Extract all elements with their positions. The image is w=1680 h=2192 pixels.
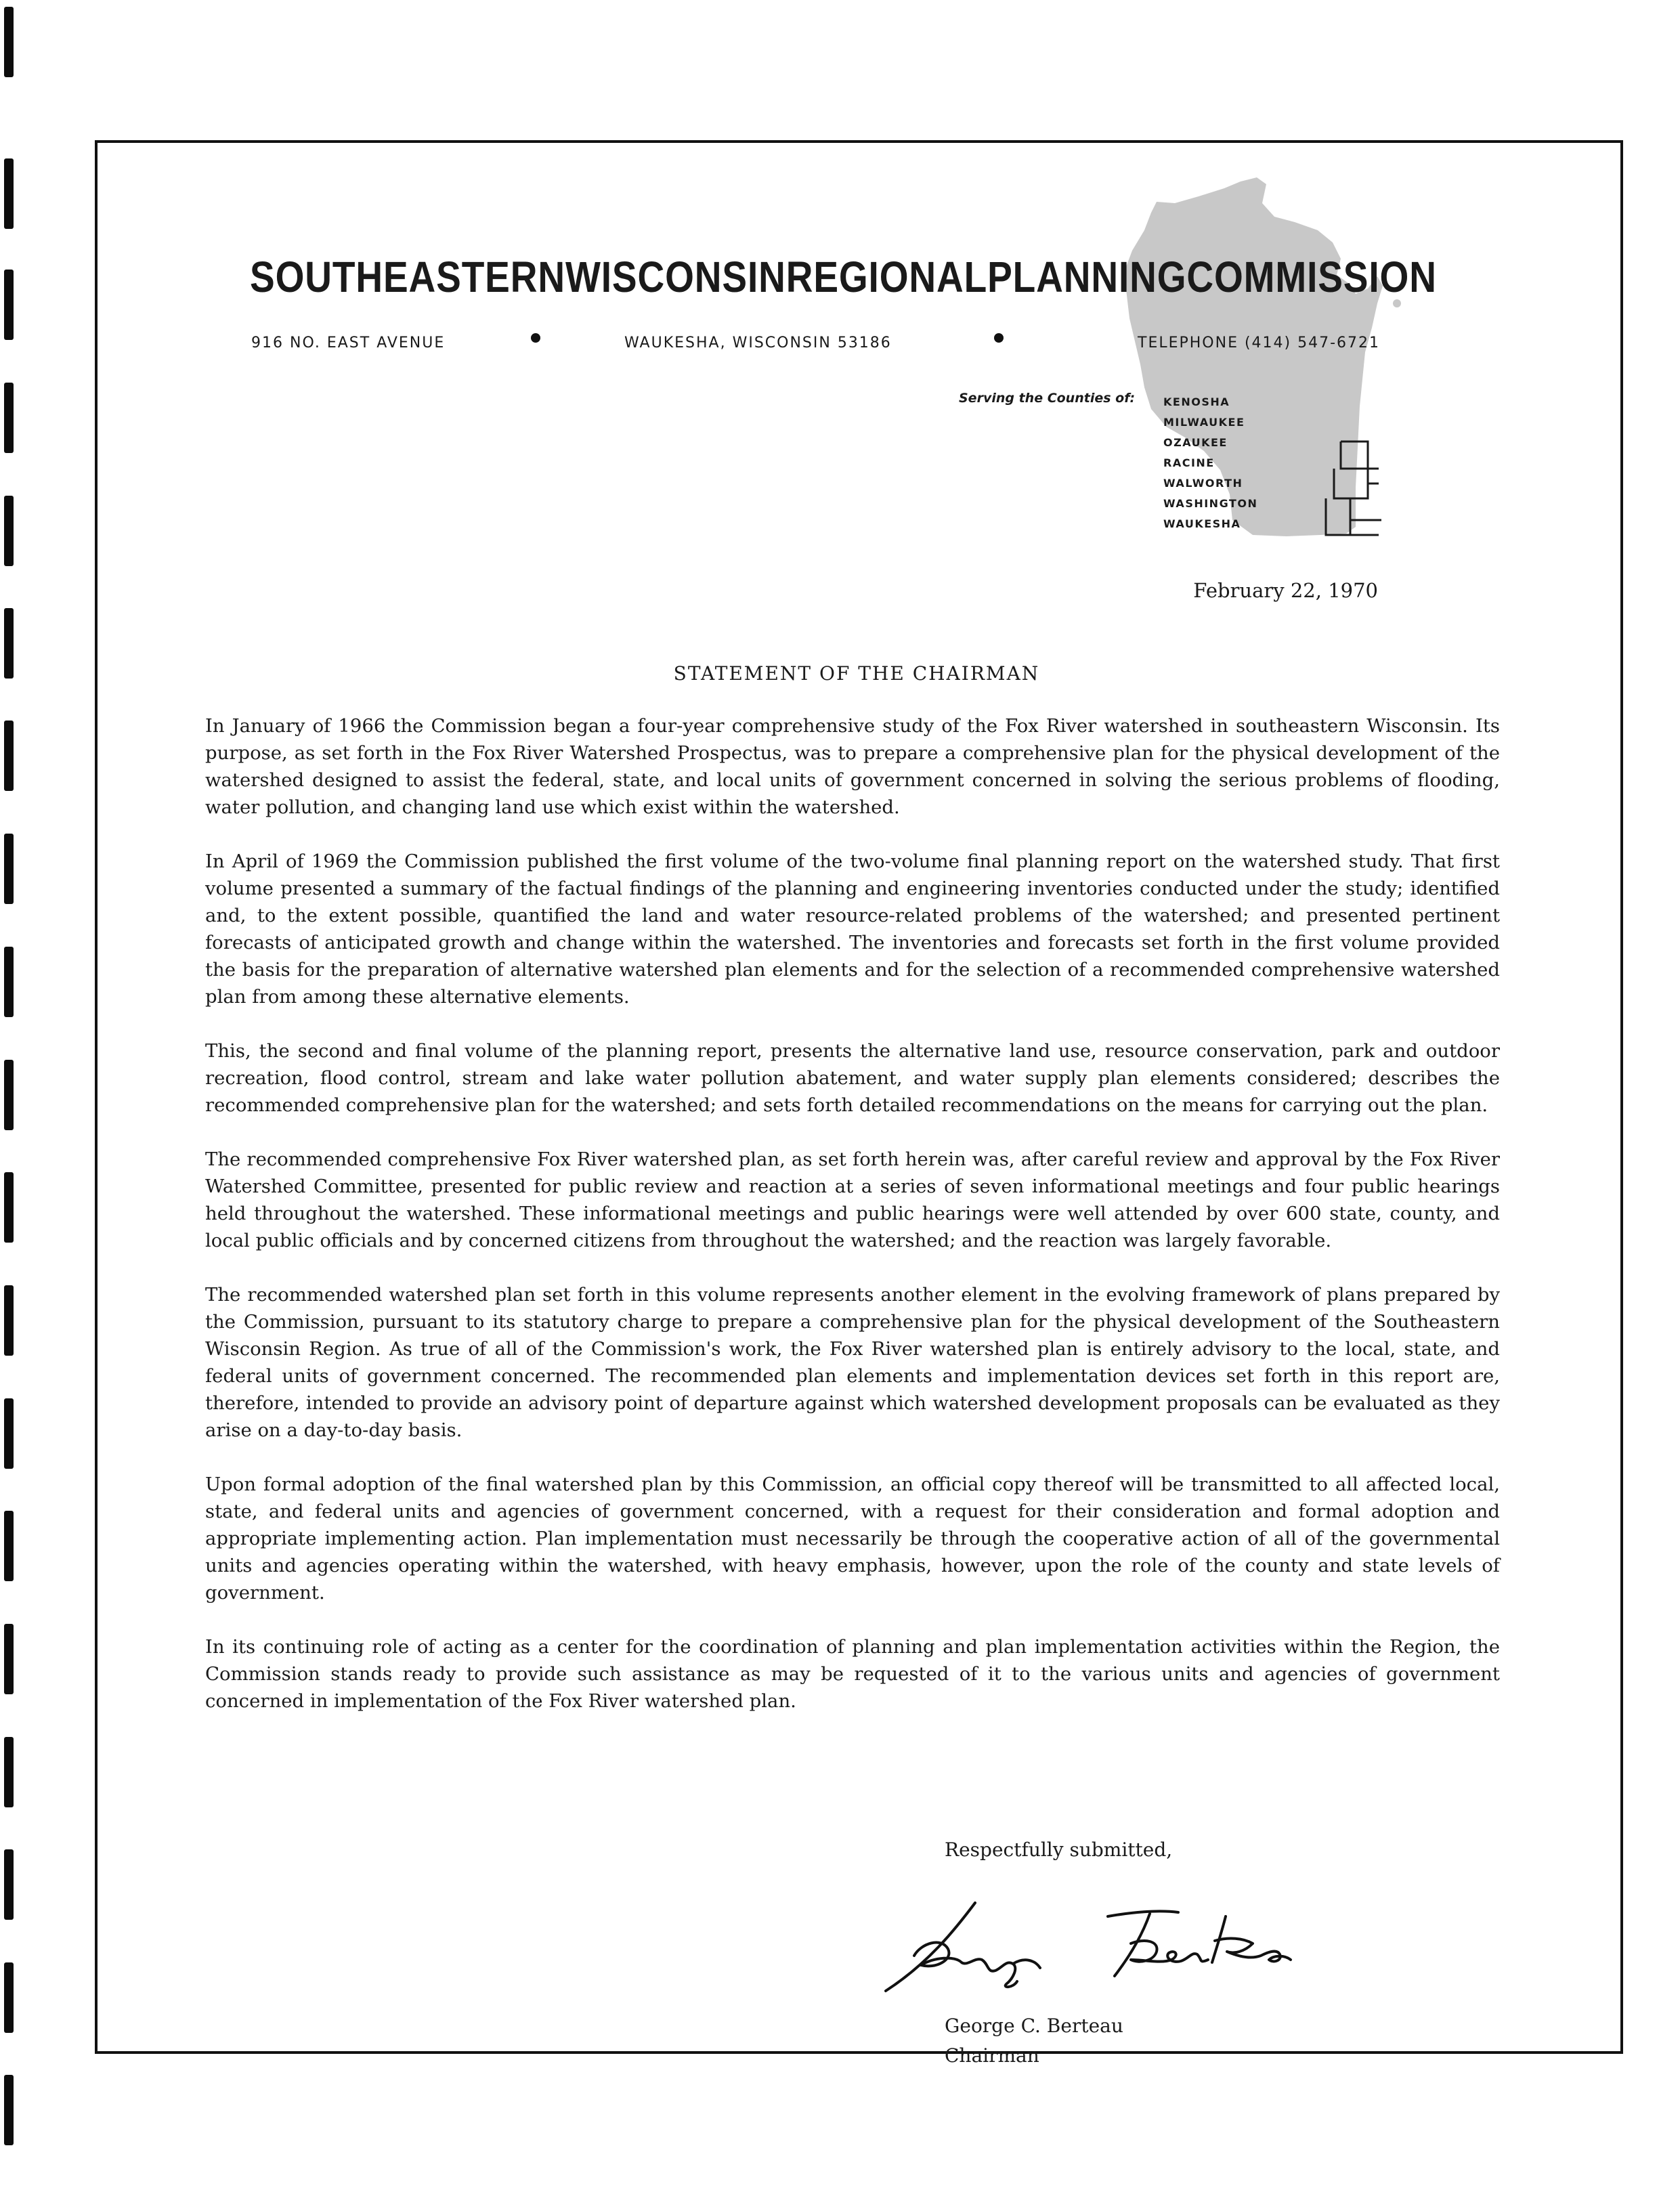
address-street: 916 NO. EAST AVENUE — [251, 335, 446, 351]
binding-mark — [4, 1511, 14, 1581]
letterhead-word: REGIONAL — [785, 253, 988, 301]
binding-mark — [4, 2075, 14, 2145]
binding-mark — [4, 158, 14, 229]
county-item: RACINE — [1163, 456, 1215, 469]
letter-body — [205, 712, 1500, 1742]
binding-mark — [4, 383, 14, 453]
binding-mark — [4, 1737, 14, 1807]
binding-mark — [4, 270, 14, 340]
letterhead-word: PLANNING — [987, 253, 1187, 301]
binding-mark — [4, 1849, 14, 1920]
binding-mark — [4, 1172, 14, 1243]
county-item: WALWORTH — [1163, 477, 1243, 490]
county-item: MILWAUKEE — [1163, 416, 1245, 429]
statement-heading: STATEMENT OF THE CHAIRMAN — [673, 662, 1040, 685]
telephone: TELEPHONE (414) 547-6721 — [1138, 335, 1381, 351]
body-paragraph: The recommended comprehensive Fox River watershed plan, as set forth herein was, after careful review and approval by the Fox River Watershed Committee, presented for public review and reaction at a series of seven informational meetings and four public hearings held throughout the watershed. These informational meetings and public hearings were well attended by over 600 state, county, and local public officials and by concerned citizens from throughout the watershed; and the reaction was largely favorable. — [205, 1148, 1500, 1251]
binding-mark — [4, 608, 14, 679]
binding-mark — [4, 1285, 14, 1356]
county-item: WAUKESHA — [1163, 517, 1241, 530]
letterhead-word: SOUTHEASTERN — [250, 253, 565, 301]
letterhead-word: WISCONSIN — [565, 253, 786, 301]
county-list — [1163, 392, 1257, 534]
body-paragraph: This, the second and final volume of the planning report, presents the alternative land use, resource conservation, park and outdoor recreation, flood control, stream and lake water pollution abatement, and water supply plan elements considered; describes the recommended comprehensive plan for the watershed; and sets forth detailed recommendations on the means for carrying out the plan. — [205, 1040, 1500, 1116]
closing-line: Respectfully submitted, — [945, 1839, 1173, 1861]
signer-title: Chairman — [945, 2044, 1039, 2067]
binding-mark — [4, 834, 14, 904]
region-county-outline — [1314, 439, 1381, 540]
commission-name — [250, 252, 1437, 302]
body-paragraph: In January of 1966 the Commission began a four-year comprehensive study of the Fox River watershed in southeastern Wisconsin. Its purpose, as set forth in the Fox River Watershed Prospectus, was to prepare a comprehensive plan for the physical development of the watershed designed to assist the federal, state, and local units of government concerned in solving the serious problems of flooding, water pollution, and changing land use which exist within the watershed. — [205, 715, 1500, 818]
binding-strip — [0, 0, 27, 2192]
serving-counties-label: Serving the Counties of: — [959, 391, 1136, 406]
body-paragraph: Upon formal adoption of the final watershed plan by this Commission, an official copy thereof will be transmitted to all affected local, state, and federal units and agencies of government concerned, with a request for their consideration and formal adoption and appropriate implementing action. Plan implementation must necessarily be through the cooperative action of all of the governmental units and agencies operating within the watershed, with heavy emphasis, however, upon the role of the county and state levels of government. — [205, 1474, 1500, 1604]
letterhead-word: COMMISSION — [1186, 253, 1437, 301]
body-paragraph: The recommended watershed plan set forth in this volume represents another element in the evolving framework of plans prepared by the Commission, pursuant to its statutory charge to prepare a comprehensive plan for the physical development of the Southeastern Wisconsin Region. As true of all of the Commission's work, the Fox River watershed plan is entirely advisory to the local, state, and federal units of government concerned. The recommended plan elements and implementation devices set forth in this report are, therefore, intended to provide an advisory point of departure against which watershed development proposals can be evaluated as they arise on a day-to-day basis. — [205, 1284, 1500, 1441]
address-city: WAUKESHA, WISCONSIN 53186 — [624, 335, 892, 351]
binding-mark — [4, 496, 14, 566]
binding-mark — [4, 947, 14, 1017]
binding-mark — [4, 1398, 14, 1469]
binding-mark — [4, 721, 14, 791]
handwritten-signature — [874, 1889, 1307, 2004]
county-item: WASHINGTON — [1163, 497, 1258, 510]
binding-mark — [4, 1060, 14, 1130]
signer-name: George C. Berteau — [945, 2015, 1123, 2037]
binding-mark — [4, 1624, 14, 1694]
bullet-separator — [994, 333, 1004, 343]
body-paragraph: In its continuing role of acting as a center for the coordination of planning and plan implementation activities within the Region, the Commission stands ready to provide such assistance as may be requested of it to the various units and agencies of government concerned in implementation of the Fox River watershed plan. — [205, 1636, 1500, 1712]
bullet-separator — [531, 333, 540, 343]
county-item: OZAUKEE — [1163, 436, 1228, 449]
county-item: KENOSHA — [1163, 395, 1230, 408]
letter-date: February 22, 1970 — [1193, 579, 1378, 602]
binding-mark — [4, 7, 14, 77]
binding-mark — [4, 1962, 14, 2033]
body-paragraph: In April of 1969 the Commission published the first volume of the two-volume final planning report on the watershed study. That first volume presented a summary of the factual findings of the planning and engineering inventories conducted under the study; identified and, to the extent possible, quantified the land and water resource-related problems of the watershed; and presented pertinent forecasts of anticipated growth and change within the watershed. The inventories and forecasts set forth in the first volume provided the basis for the preparation of alternative watershed plan elements and for the selection of a recommended comprehensive watershed plan from among these alternative elements. — [205, 851, 1500, 1008]
